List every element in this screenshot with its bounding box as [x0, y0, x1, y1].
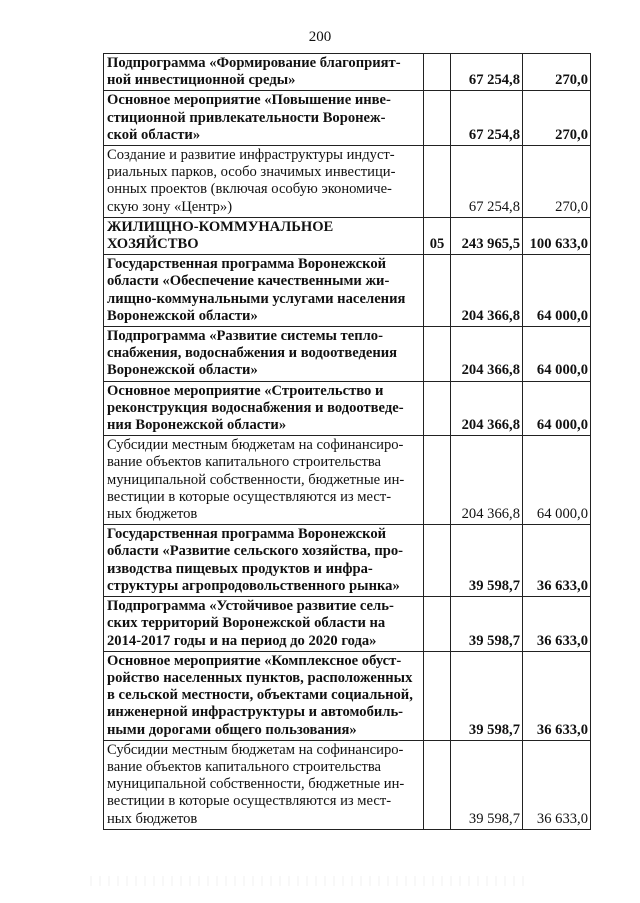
row-value-1-cell: 204 366,8 [451, 436, 523, 525]
row-value-2-cell: 270,0 [523, 91, 591, 146]
budget-table [103, 53, 591, 830]
row-value-2-cell: 36 633,0 [523, 597, 591, 652]
row-name-line: Основное мероприятие «Строительство и [107, 382, 384, 399]
row-name-line: вестиции в которые осуществляются из мест- [107, 793, 392, 810]
row-value-2-cell: 270,0 [523, 54, 591, 91]
table-row [104, 740, 591, 829]
row-code-cell [424, 597, 451, 652]
row-name-line: области «Обеспечение качественными жи- [107, 273, 390, 290]
row-name-line: Государственная программа Воронежской [107, 256, 387, 273]
row-value-2-cell: 36 633,0 [523, 525, 591, 597]
row-name-line: онных проектов (включая особую экономиче- [107, 181, 392, 198]
row-code-cell [424, 525, 451, 597]
row-name-line: Подпрограмма «Формирование благоприят- [107, 55, 401, 71]
row-value-2-cell: 64 000,0 [523, 381, 591, 436]
scan-artifact [90, 876, 530, 886]
row-name-line: ными дорогами общего пользования» [107, 721, 357, 738]
row-name-cell [104, 651, 424, 740]
row-name-line: области «Развитие сельского хозяйства, про- [107, 543, 404, 560]
row-value-1-cell: 243 965,5 [451, 217, 523, 254]
row-value-1-cell: 67 254,8 [451, 91, 523, 146]
row-code-cell [424, 54, 451, 91]
table-row [104, 436, 591, 525]
row-name-cell [104, 217, 424, 254]
row-value-2-cell: 64 000,0 [523, 436, 591, 525]
table-row [104, 146, 591, 218]
row-name-line: Подпрограмма «Развитие системы тепло- [107, 328, 383, 345]
row-name-line: ских территорий Воронежской области на [107, 615, 386, 632]
row-code-cell [424, 651, 451, 740]
row-name-cell [104, 91, 424, 146]
row-name-cell [104, 525, 424, 597]
row-name-line: стиционной привлекательности Воронеж- [107, 109, 386, 126]
row-name-cell [104, 597, 424, 652]
table-row [104, 651, 591, 740]
page-number: 200 [308, 29, 332, 45]
row-name-line: ных бюджетов [107, 506, 198, 523]
row-name-cell [104, 436, 424, 525]
table-row [104, 381, 591, 436]
row-value-2-cell: 270,0 [523, 146, 591, 218]
row-value-2-cell: 64 000,0 [523, 255, 591, 327]
row-name-cell [104, 54, 424, 91]
budget-table-body [104, 54, 591, 830]
row-name-line: ской области» [107, 126, 201, 143]
row-code-cell [424, 436, 451, 525]
table-row [104, 327, 591, 382]
row-value-1-cell: 204 366,8 [451, 381, 523, 436]
row-name-line: в сельской местности, объектами социальной, [107, 687, 413, 704]
row-name-line: ройство населенных пунктов, расположенных [107, 669, 413, 686]
row-value-1-cell: 67 254,8 [451, 54, 523, 91]
row-name-line: Воронежской области» [107, 362, 258, 379]
row-name-line: Основное мероприятие «Комплексное обуст- [107, 652, 402, 669]
row-value-1-cell: 39 598,7 [451, 597, 523, 652]
row-name-line: Основное мероприятие «Повышение инве- [107, 92, 391, 109]
row-code-cell [424, 381, 451, 436]
row-value-1-cell: 204 366,8 [451, 327, 523, 382]
row-name-line: реконструкция водоснабжения и водоотведе- [107, 399, 404, 416]
table-row [104, 217, 591, 254]
row-value-2-cell: 64 000,0 [523, 327, 591, 382]
row-value-2-cell: 36 633,0 [523, 651, 591, 740]
row-code-cell [424, 91, 451, 146]
row-code-cell [424, 255, 451, 327]
row-name-cell [104, 146, 424, 218]
row-code-cell [424, 146, 451, 218]
row-value-1-cell: 67 254,8 [451, 146, 523, 218]
row-name-line: муниципальной собственности, бюджетные ин- [107, 776, 405, 793]
row-value-2-cell: 100 633,0 [523, 217, 591, 254]
row-name-line: лищно-коммунальными услугами населения [107, 290, 406, 307]
row-name-line: ных бюджетов [107, 810, 198, 827]
row-value-1-cell: 39 598,7 [451, 525, 523, 597]
row-code-cell: 05 [424, 217, 451, 254]
row-code-cell [424, 327, 451, 382]
row-name-line: вание объектов капитального строительства [107, 454, 382, 471]
row-name-cell [104, 740, 424, 829]
row-name-line: снабжения, водоснабжения и водоотведения [107, 345, 398, 362]
row-name-line: Государственная программа Воронежской [107, 526, 387, 543]
row-name-line: скую зону «Центр») [107, 198, 233, 215]
row-name-line: ной инвестиционной среды» [107, 72, 296, 89]
row-code-cell [424, 740, 451, 829]
row-name-line: изводства пищевых продуктов и инфра- [107, 560, 373, 577]
table-row [104, 525, 591, 597]
row-name-cell [104, 327, 424, 382]
row-name-line: риальных парков, особо значимых инвестици- [107, 164, 396, 181]
row-name-line: Воронежской области» [107, 307, 258, 324]
row-value-1-cell: 39 598,7 [451, 740, 523, 829]
row-name-line: Субсидии местным бюджетам на софинансиро- [107, 741, 404, 758]
table-row [104, 54, 591, 91]
row-value-1-cell: 39 598,7 [451, 651, 523, 740]
row-name-line: Подпрограмма «Устойчивое развитие сель- [107, 598, 394, 615]
row-name-line: ния Воронежской области» [107, 417, 287, 434]
row-value-2-cell: 36 633,0 [523, 740, 591, 829]
row-value-1-cell: 204 366,8 [451, 255, 523, 327]
row-name-line: инженерной инфраструктуры и автомобиль- [107, 704, 404, 721]
row-name-line: вание объектов капитального строительства [107, 758, 382, 775]
table-row [104, 597, 591, 652]
row-name-line: муниципальной собственности, бюджетные ин- [107, 471, 405, 488]
row-name-line: структуры агропродовольственного рынка» [107, 577, 400, 594]
row-name-line: ЖИЛИЩНО-КОММУНАЛЬНОЕ [107, 218, 334, 235]
row-name-cell [104, 381, 424, 436]
row-name-line: Субсидии местным бюджетам на софинансиро- [107, 437, 404, 454]
row-name-line: ХОЗЯЙСТВО [107, 236, 199, 253]
row-name-line: Создание и развитие инфраструктуры индуст- [107, 147, 395, 164]
table-row [104, 91, 591, 146]
row-name-line: 2014-2017 годы и на период до 2020 года» [107, 632, 377, 649]
row-name-cell [104, 255, 424, 327]
row-name-line: вестиции в которые осуществляются из мест- [107, 488, 392, 505]
table-row [104, 255, 591, 327]
